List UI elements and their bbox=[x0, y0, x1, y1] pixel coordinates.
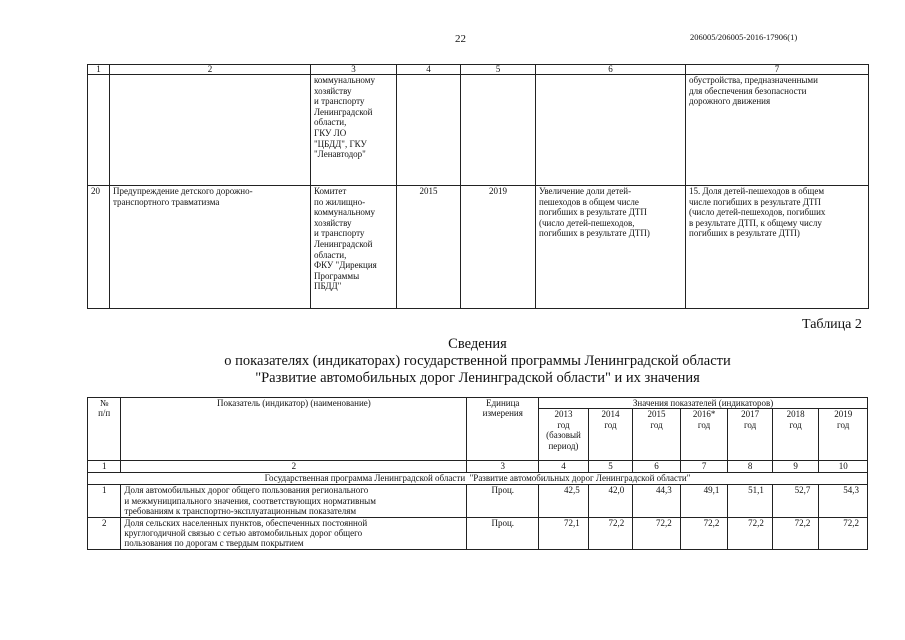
col-index: 4 bbox=[397, 65, 461, 75]
col-index: 1 bbox=[88, 65, 110, 75]
text-line: 2016* bbox=[692, 409, 716, 420]
row-number bbox=[88, 75, 110, 186]
text-line: обустройства, предназначенными bbox=[689, 75, 818, 85]
text-line: для обеспечения безопасности bbox=[689, 85, 807, 96]
text-line: Программы bbox=[314, 270, 360, 281]
text-line: 2017 bbox=[741, 409, 760, 420]
value-cell: 51,1 bbox=[728, 485, 773, 517]
page-number: 22 bbox=[455, 33, 466, 45]
text-line: период) bbox=[548, 440, 579, 451]
col-index: 8 bbox=[728, 461, 773, 473]
program-name: Государственная программа Ленинградской области "Развитие автомобильных дорог Ленинградской области" bbox=[88, 473, 868, 485]
end-year: 2019 bbox=[461, 186, 536, 309]
activity-name bbox=[110, 186, 311, 309]
header-num bbox=[88, 398, 121, 461]
text-line: год bbox=[789, 419, 802, 430]
header-year bbox=[819, 409, 868, 461]
text-line: год bbox=[837, 419, 850, 430]
text-line: хозяйству bbox=[314, 85, 352, 96]
table-row bbox=[88, 485, 868, 517]
col-index: 2 bbox=[121, 461, 467, 473]
header-values-group: Значения показателей (индикаторов) bbox=[539, 398, 868, 409]
section-subtitle: о показателях (индикаторах) государственной программы Ленинградской области bbox=[224, 353, 731, 369]
header-year bbox=[772, 409, 819, 461]
text-line: 2018 bbox=[786, 409, 805, 420]
text-line: Доля автомобильных дорог общего пользования регионального bbox=[124, 485, 369, 496]
text-line: и межмуниципального значения, соответствующих нормативным bbox=[124, 495, 376, 506]
text-line: пользования по дорогам с твердым покрытием bbox=[124, 538, 304, 549]
text-line: "Ленавтодор" bbox=[314, 149, 366, 160]
col-index: 9 bbox=[772, 461, 819, 473]
col-index: 6 bbox=[633, 461, 681, 473]
col-index: 5 bbox=[461, 65, 536, 75]
document-code: 206005/206005-2016-17906(1) bbox=[690, 32, 798, 42]
result-cell bbox=[536, 186, 686, 309]
text-line: дорожного движения bbox=[689, 96, 771, 107]
text-line: Ленинградской bbox=[314, 238, 373, 249]
text-line: коммунальному bbox=[314, 207, 375, 218]
text-line: требованиям к транспортно-эксплуатационным показателям bbox=[124, 506, 357, 517]
section-title: Сведения bbox=[448, 336, 507, 352]
end-year bbox=[461, 75, 536, 186]
col-index: 2 bbox=[110, 65, 311, 75]
indicator-name bbox=[121, 517, 467, 549]
text-line: 2014 bbox=[601, 409, 620, 420]
header-unit bbox=[467, 398, 539, 461]
text-line: области, bbox=[314, 249, 347, 260]
activities-table bbox=[87, 64, 869, 309]
text-line: ПБДД" bbox=[314, 281, 342, 292]
header-indicator: Показатель (индикатор) (наименование) bbox=[121, 398, 467, 461]
table2-column-index-row bbox=[88, 461, 868, 473]
table-label: Таблица 2 bbox=[802, 317, 862, 332]
col-index: 10 bbox=[819, 461, 868, 473]
text-line: год bbox=[604, 419, 617, 430]
col-index: 5 bbox=[588, 461, 633, 473]
text-line: области, bbox=[314, 117, 347, 128]
text-line: в результате ДТП, к общему числу bbox=[689, 217, 822, 228]
text-line: Комитет bbox=[314, 186, 347, 196]
col-index: 3 bbox=[467, 461, 539, 473]
indicator-cell bbox=[686, 75, 869, 186]
header-year bbox=[680, 409, 728, 461]
value-cell: 72,2 bbox=[772, 517, 819, 549]
text-line: погибших в результате ДТП) bbox=[539, 228, 650, 239]
text-line: Увеличение доли детей- bbox=[539, 186, 632, 196]
text-line: погибших в результате ДТП bbox=[539, 207, 647, 218]
result-cell bbox=[536, 75, 686, 186]
header-year bbox=[728, 409, 773, 461]
header-year bbox=[633, 409, 681, 461]
text-line: ГКУ ЛО bbox=[314, 127, 347, 138]
value-cell: 72,1 bbox=[539, 517, 589, 549]
value-cell: 72,2 bbox=[588, 517, 633, 549]
executor-cell bbox=[311, 186, 397, 309]
text-line: (число детей-пешеходов, погибших bbox=[689, 207, 826, 218]
start-year: 2015 bbox=[397, 186, 461, 309]
text-line: № bbox=[99, 398, 109, 408]
value-cell: 72,2 bbox=[633, 517, 681, 549]
text-line: Предупреждение детского дорожно- bbox=[113, 186, 253, 196]
table-row bbox=[88, 75, 869, 186]
text-line: 2013 bbox=[554, 409, 573, 420]
table2-header-row bbox=[88, 398, 868, 409]
value-cell: 54,3 bbox=[819, 485, 868, 517]
indicators-table bbox=[87, 397, 868, 550]
section-subtitle: "Развитие автомобильных дорог Ленинградской области" и их значения bbox=[255, 370, 700, 386]
table1-column-index-row bbox=[88, 65, 869, 75]
text-line: год bbox=[697, 419, 711, 430]
value-cell: 49,1 bbox=[680, 485, 728, 517]
row-number: 2 bbox=[88, 517, 121, 549]
text-line: 2019 bbox=[834, 409, 853, 420]
text-line: ФКУ "Дирекция bbox=[314, 260, 377, 271]
row-number: 1 bbox=[88, 485, 121, 517]
text-line: транспортного травматизма bbox=[113, 196, 220, 207]
value-cell: 42,5 bbox=[539, 485, 589, 517]
text-line: по жилищно- bbox=[314, 196, 366, 207]
unit-cell: Проц. bbox=[467, 517, 539, 549]
activity-name bbox=[110, 75, 311, 186]
executor-cell bbox=[311, 75, 397, 186]
text-line: 15. Доля детей-пешеходов в общем bbox=[689, 186, 825, 196]
text-line: погибших в результате ДТП) bbox=[689, 228, 800, 239]
text-line: Единица bbox=[486, 398, 520, 408]
value-cell: 72,2 bbox=[819, 517, 868, 549]
header-year bbox=[539, 409, 589, 461]
value-cell: 72,2 bbox=[728, 517, 773, 549]
unit-cell: Проц. bbox=[467, 485, 539, 517]
row-number: 20 bbox=[88, 186, 110, 309]
start-year bbox=[397, 75, 461, 186]
text-line: коммунальному bbox=[314, 75, 375, 85]
col-index: 7 bbox=[680, 461, 728, 473]
value-cell: 72,2 bbox=[680, 517, 728, 549]
col-index: 1 bbox=[88, 461, 121, 473]
text-line: и транспорту bbox=[314, 96, 365, 107]
text-line: Доля сельских населенных пунктов, обеспеченных постоянной bbox=[124, 517, 368, 528]
col-index: 7 bbox=[686, 65, 869, 75]
text-line: год bbox=[743, 419, 757, 430]
text-line: числе погибших в результате ДТП bbox=[689, 196, 821, 207]
value-cell: 52,7 bbox=[772, 485, 819, 517]
indicator-name bbox=[121, 485, 467, 517]
value-cell: 44,3 bbox=[633, 485, 681, 517]
table-row bbox=[88, 186, 869, 309]
col-index: 4 bbox=[539, 461, 589, 473]
text-line: Ленинградской bbox=[314, 106, 373, 117]
text-line: год bbox=[557, 419, 570, 430]
text-line: п/п bbox=[98, 408, 111, 419]
text-line: год bbox=[650, 419, 663, 430]
indicator-cell bbox=[686, 186, 869, 309]
text-line: и транспорту bbox=[314, 228, 365, 239]
text-line: хозяйству bbox=[314, 217, 352, 228]
text-line: измерения bbox=[482, 408, 523, 419]
col-index: 6 bbox=[536, 65, 686, 75]
col-index: 3 bbox=[311, 65, 397, 75]
text-line: (базовый bbox=[546, 430, 581, 441]
text-line: (число детей-пешеходов, bbox=[539, 217, 635, 228]
table-row bbox=[88, 517, 868, 549]
header-year bbox=[588, 409, 633, 461]
value-cell: 42,0 bbox=[588, 485, 633, 517]
text-line: пешеходов в общем числе bbox=[539, 196, 639, 207]
text-line: 2015 bbox=[647, 409, 666, 420]
program-row bbox=[88, 473, 868, 485]
text-line: "ЦБДД", ГКУ bbox=[314, 138, 367, 149]
text-line: круглогодичной связью с сетью автомобильных дорог общего bbox=[124, 528, 363, 539]
